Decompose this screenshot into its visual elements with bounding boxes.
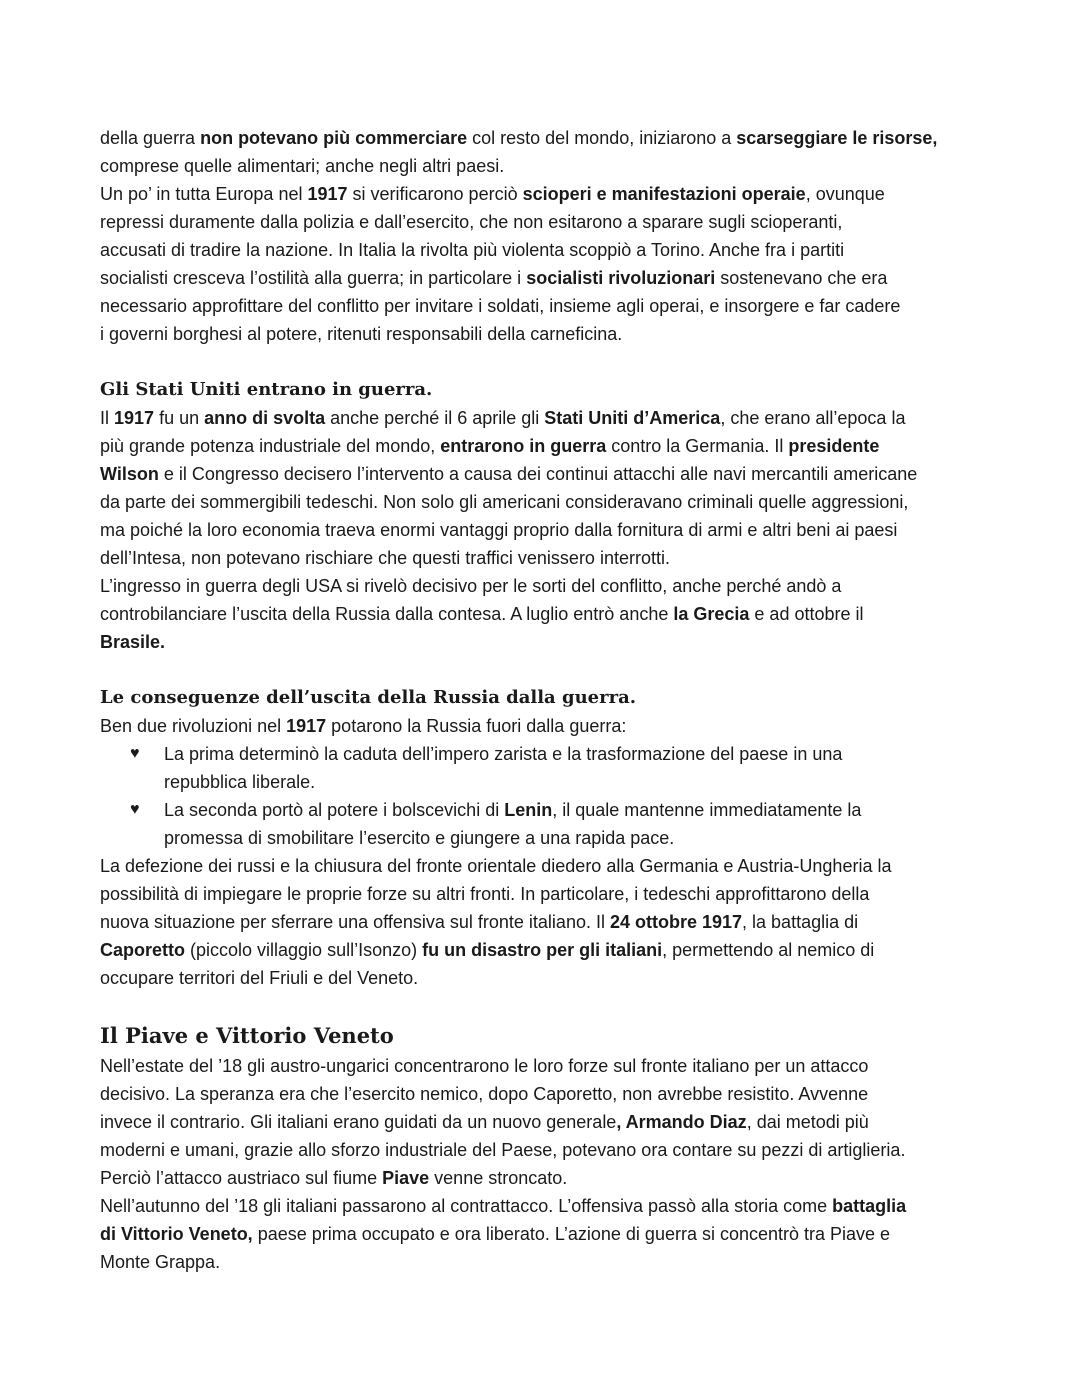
heading-usa: Gli Stati Uniti entrano in guerra. (100, 379, 433, 400)
text-run: possibilità di impiegare le proprie forze su altri fronti. In particolare, i tedeschi approfittarono della (100, 884, 870, 904)
text-run: sostenevano che era (715, 268, 888, 288)
text-run: promessa di smobilitare l’esercito e giungere a una rapida pace. (164, 828, 675, 848)
text-run: e il Congresso decisero l’intervento a causa dei continui attacchi alle navi mercantili americane (158, 464, 918, 484)
heading-russia: Le conseguenze dell’uscita della Russia dalla guerra. (100, 687, 637, 708)
bold-text: anno di svolta (204, 408, 326, 428)
text-run: comprese quelle alimentari; anche negli altri paesi. (100, 156, 505, 176)
text-run: necessario approfittare del conflitto per invitare i soldati, insieme agli operai, e insorgere e far cadere (100, 296, 901, 316)
bold-text: 24 ottobre 1917 (609, 912, 743, 932)
bold-text: la Grecia (673, 604, 750, 624)
text-run: si verificarono perciò (347, 184, 523, 204)
list-item-text (164, 800, 861, 848)
paragraph-piave-1 (100, 1052, 980, 1192)
text-run: potarono la Russia fuori dalla guerra: (326, 716, 627, 736)
bold-text: fu un disastro per gli italiani (422, 940, 663, 960)
paragraph-intro-1 (100, 124, 980, 180)
bold-text: non potevano più commerciare (200, 128, 468, 148)
text-run: da parte dei sommergibili tedeschi. Non solo gli americani consideravano criminali quelle aggressioni, (100, 492, 909, 512)
text-run: più grande potenza industriale del mondo, (100, 436, 441, 456)
text-run: L’ingresso in guerra degli USA si rivelò decisivo per le sorti del conflitto, anche perché andò a (100, 576, 842, 596)
text-run: Nell’estate del ’18 gli austro-ungarici concentrarono le loro forze sul fronte italiano per un attacco (100, 1056, 869, 1076)
bold-text: Brasile. (100, 632, 166, 652)
bold-text: Stati Uniti d’America (544, 408, 721, 428)
heading-piave: Il Piave e Vittorio Veneto (100, 1023, 394, 1048)
spacer (100, 656, 980, 684)
text-run: Nell’autunno del ’18 gli italiani passarono al contrattacco. L’offensiva passò alla storia come (100, 1196, 833, 1216)
text-run: venne stroncato. (429, 1168, 568, 1188)
bold-text: Caporetto (100, 940, 185, 960)
bold-text: , Armando Diaz (616, 1112, 747, 1132)
text-run: , permettendo al nemico di (662, 940, 875, 960)
paragraph-piave-2 (100, 1192, 980, 1276)
text-run: paese prima occupato e ora liberato. L’azione di guerra si concentrò tra Piave e (252, 1224, 891, 1244)
text-run: Monte Grappa. (100, 1252, 221, 1272)
list-item (130, 796, 980, 852)
paragraph-russia-intro (100, 712, 980, 740)
bold-text: 1917 (286, 716, 327, 736)
text-run: socialisti cresceva l’ostilità alla guerra; in particolare i (100, 268, 527, 288)
text-run: della guerra (100, 128, 201, 148)
list-item-text (164, 744, 842, 792)
bold-text: Wilson (100, 464, 159, 484)
text-run: repressi duramente dalla polizia e dall’esercito, che non esitarono a sparare sugli scioperanti, (100, 212, 843, 232)
text-run: i governi borghesi al potere, ritenuti responsabili della carneficina. (100, 324, 623, 344)
text-run: La defezione dei russi e la chiusura del fronte orientale diedero alla Germania e Austria-Ungheria la (100, 856, 892, 876)
bold-text: 1917 (114, 408, 155, 428)
text-run: (piccolo villaggio sull’Isonzo) (185, 940, 423, 960)
text-run: , dai metodi più (746, 1112, 869, 1132)
spacer (100, 348, 980, 376)
text-run: fu un (154, 408, 205, 428)
text-run: Ben due rivoluzioni nel (100, 716, 287, 736)
paragraph-usa-2 (100, 572, 980, 656)
text-run: , il quale mantenne immediatamente la (552, 800, 862, 820)
text-run: moderni e umani, grazie allo sforzo industriale del Paese, potevano ora contare su pezzi di artiglieria. (100, 1140, 906, 1160)
bold-text: socialisti rivoluzionari (526, 268, 716, 288)
bold-text: 1917 (307, 184, 348, 204)
bold-text: di Vittorio Veneto, (100, 1224, 253, 1244)
text-run: , ovunque (805, 184, 885, 204)
bold-text: scioperi e manifestazioni operaie (522, 184, 806, 204)
text-run: La seconda portò al potere i bolscevichi di (164, 800, 505, 820)
text-run: dell’Intesa, non potevano rischiare che questi traffici venissero interrotti. (100, 548, 670, 568)
text-run: controbilanciare l’uscita della Russia dalla contesa. A luglio entrò anche (100, 604, 674, 624)
text-run: ma poiché la loro economia traeva enormi vantaggi proprio dalla fornitura di armi e altri beni ai paesi (100, 520, 898, 540)
bold-text: Piave (382, 1168, 430, 1188)
bold-text: battaglia (832, 1196, 907, 1216)
text-run: Il (100, 408, 115, 428)
bold-text: Lenin (504, 800, 553, 820)
text-run: La prima determinò la caduta dell’impero zarista e la trasformazione del paese in una (164, 744, 843, 764)
text-run: Un po’ in tutta Europa nel (100, 184, 308, 204)
text-run: , che erano all’epoca la (720, 408, 906, 428)
text-run: decisivo. La speranza era che l’esercito nemico, dopo Caporetto, non avrebbe resistito. Avvenne (100, 1084, 869, 1104)
paragraph-usa-1 (100, 404, 980, 572)
paragraph-russia-2 (100, 852, 980, 992)
text-run: invece il contrario. Gli italiani erano guidati da un nuovo generale (100, 1112, 617, 1132)
text-run: col resto del mondo, iniziarono a (467, 128, 737, 148)
russia-bullet-list (100, 740, 980, 852)
text-run: anche perché il 6 aprile gli (325, 408, 545, 428)
bold-text: presidente (788, 436, 880, 456)
text-run: accusati di tradire la nazione. In Italia la rivolta più violenta scoppiò a Torino. Anche fra i partiti (100, 240, 845, 260)
paragraph-intro-2 (100, 180, 980, 348)
heart-icon: ♥ (130, 801, 140, 818)
text-run: e ad ottobre il (749, 604, 864, 624)
text-run: repubblica liberale. (164, 772, 316, 792)
list-item (130, 740, 980, 796)
bold-text: scarseggiare le risorse, (736, 128, 938, 148)
spacer (100, 992, 980, 1020)
text-run: , la battaglia di (742, 912, 859, 932)
text-run: occupare territori del Friuli e del Veneto. (100, 968, 419, 988)
text-run: Perciò l’attacco austriaco sul fiume (100, 1168, 383, 1188)
text-run: nuova situazione per sferrare una offensiva sul fronte italiano. Il (100, 912, 610, 932)
bold-text: entrarono in guerra (440, 436, 607, 456)
text-run: contro la Germania. Il (606, 436, 789, 456)
heart-icon: ♥ (130, 745, 140, 762)
